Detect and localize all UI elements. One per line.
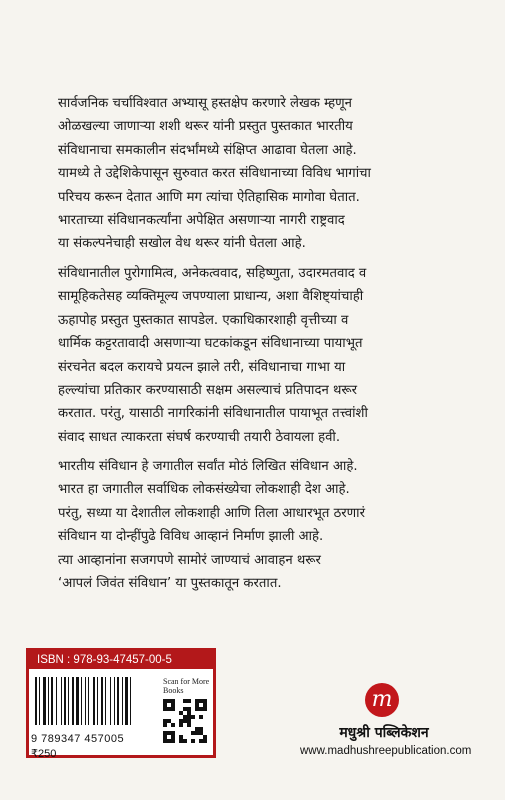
barcode-bar bbox=[43, 677, 46, 725]
blurb-line: ओळखल्या जाणाऱ्या शशी थरूर यांनी प्रस्तुत पुस्तकात भारतीय bbox=[58, 119, 353, 135]
blurb-line: हल्ल्यांचा प्रतिकार करण्यासाठी सक्षम असल्याचं प्रतिपादन थरूर bbox=[58, 383, 358, 399]
barcode-bar bbox=[48, 677, 49, 725]
barcode-bar bbox=[122, 677, 123, 725]
barcode-bar bbox=[35, 677, 37, 725]
blurb-line: यामध्ये ते उद्देशिकेपासून सुरुवात करत संविधानाच्या विविध भागांचा bbox=[58, 166, 371, 182]
barcode-bar bbox=[68, 677, 69, 725]
qr-cell bbox=[187, 699, 191, 703]
blurb-line: भारतीय संविधान हे जगातील सर्वांत मोठं लिखित संविधान आहे. bbox=[58, 459, 358, 474]
blurb-paragraph-3 bbox=[58, 455, 478, 595]
barcode-bar bbox=[85, 677, 86, 725]
qr-cell bbox=[163, 723, 167, 727]
qr-cell bbox=[183, 739, 187, 743]
barcode-bar bbox=[110, 677, 111, 725]
barcode-bar bbox=[88, 677, 89, 725]
scan-for-more-books-label: Scan for More Books bbox=[163, 677, 210, 695]
qr-cell bbox=[203, 739, 207, 743]
blurb-line: भारताच्या संविधानकर्त्यांना अपेक्षित असणाऱ्या नागरी राष्ट्रवाद bbox=[58, 213, 345, 229]
barcode-bar bbox=[56, 677, 57, 725]
qr-cell bbox=[171, 723, 175, 727]
qr-cell bbox=[171, 739, 175, 743]
blurb-line: भारत हा जगातील सर्वाधिक लोकसंख्येचा लोकशाही देश आहे. bbox=[58, 482, 350, 498]
blurb-line: ऊहापोह प्रस्तुत पुस्तकात सापडेल. एकाधिकारशाही वृत्तीच्या व bbox=[58, 312, 349, 328]
barcode-bar bbox=[101, 677, 103, 725]
barcode-bar bbox=[114, 677, 115, 725]
qr-cell bbox=[203, 707, 207, 711]
barcode-bar bbox=[93, 677, 95, 725]
isbn-box bbox=[26, 648, 216, 758]
barcode-bar bbox=[105, 677, 106, 725]
barcode-bar bbox=[117, 677, 119, 725]
barcode-bar bbox=[51, 677, 53, 725]
barcode-bar bbox=[64, 677, 66, 725]
barcode-bar bbox=[125, 677, 128, 725]
blurb-line: धार्मिक कट्टरतावादी असणाऱ्या घटकांकडून संविधानाच्या पायाभूत bbox=[58, 336, 363, 352]
barcode-bar bbox=[130, 677, 131, 725]
blurb-line: ‘आपलं जिवंत संविधान’ या पुस्तकातून करतात. bbox=[58, 576, 282, 592]
blurb-line: त्या आव्हानांना सजगपणे सामोरं जाण्याचं आवाहन थरूर bbox=[58, 552, 321, 568]
blurb-line: संविधानातील पुरोगामित्व, अनेकत्ववाद, सहिष्णुता, उदारमतवाद व bbox=[58, 266, 367, 281]
barcode-bar bbox=[39, 677, 40, 725]
blurb-line: सार्वजनिक चर्चाविश्वात अभ्यासू हस्तक्षेप करणारे लेखक म्हणून bbox=[58, 96, 352, 111]
barcode-bar bbox=[61, 677, 62, 725]
qr-cell bbox=[191, 715, 195, 719]
price-label: ₹250 bbox=[31, 748, 57, 760]
barcode bbox=[35, 677, 155, 729]
barcode-number: 9 789347 457005 bbox=[31, 733, 125, 745]
blurb-paragraph-2 bbox=[58, 262, 478, 449]
qr-cell bbox=[187, 723, 191, 727]
isbn-label: ISBN : 978-93-47457-00-5 bbox=[29, 651, 213, 669]
qr-cell bbox=[171, 707, 175, 711]
barcode-bar bbox=[72, 677, 74, 725]
qr-cell bbox=[191, 739, 195, 743]
blurb-line: करतात. परंतु, यासाठी नागरिकांनी संविधानातील पायाभूत तत्त्वांशी bbox=[58, 406, 368, 422]
blurb-line: संरचनेत बदल करायचे प्रयत्न झाले तरी, संविधानाचा गाभा या bbox=[58, 359, 346, 375]
blurb-line: संविधानाचा समकालीन संदर्भांमध्ये संक्षिप्त आढावा घेतला आहे. bbox=[58, 142, 357, 158]
qr-cell bbox=[179, 723, 183, 727]
publisher-logo-icon: m bbox=[365, 683, 399, 717]
qr-code-icon bbox=[163, 699, 207, 743]
barcode-bars bbox=[35, 677, 155, 725]
blurb-line: संविधान या दोन्हींपुढे विविध आव्हानं निर्माण झाली आहे. bbox=[58, 529, 324, 545]
barcode-bar bbox=[76, 677, 79, 725]
barcode-bar bbox=[81, 677, 82, 725]
blurb-line: संवाद साधत त्याकरता संघर्ष करण्याची तयारी ठेवायला हवी. bbox=[58, 429, 341, 445]
publisher-website: www.madhushreepublication.com bbox=[300, 745, 472, 757]
blurb-paragraph-1 bbox=[58, 92, 478, 256]
qr-cell bbox=[199, 715, 203, 719]
blurb-line: सामूहिकतेसह व्यक्तिमूल्य जपण्याला प्राधान्य, अशा वैशिष्ट्यांचाही bbox=[58, 289, 364, 305]
blurb-line: या संकल्पनेचाही सखोल वेध थरूर यांनी घेतला आहे. bbox=[58, 236, 306, 252]
blurb-line: परिचय करून देतात आणि मग त्यांचा ऐतिहासिक मागोवा घेतात. bbox=[58, 189, 360, 205]
barcode-bar bbox=[97, 677, 98, 725]
blurb-line: परंतु, सध्या या देशातील लोकशाही आणि तिला आधारभूत ठरणारं bbox=[58, 505, 365, 521]
publisher-name: मधुश्री पब्लिकेशन bbox=[339, 725, 429, 741]
